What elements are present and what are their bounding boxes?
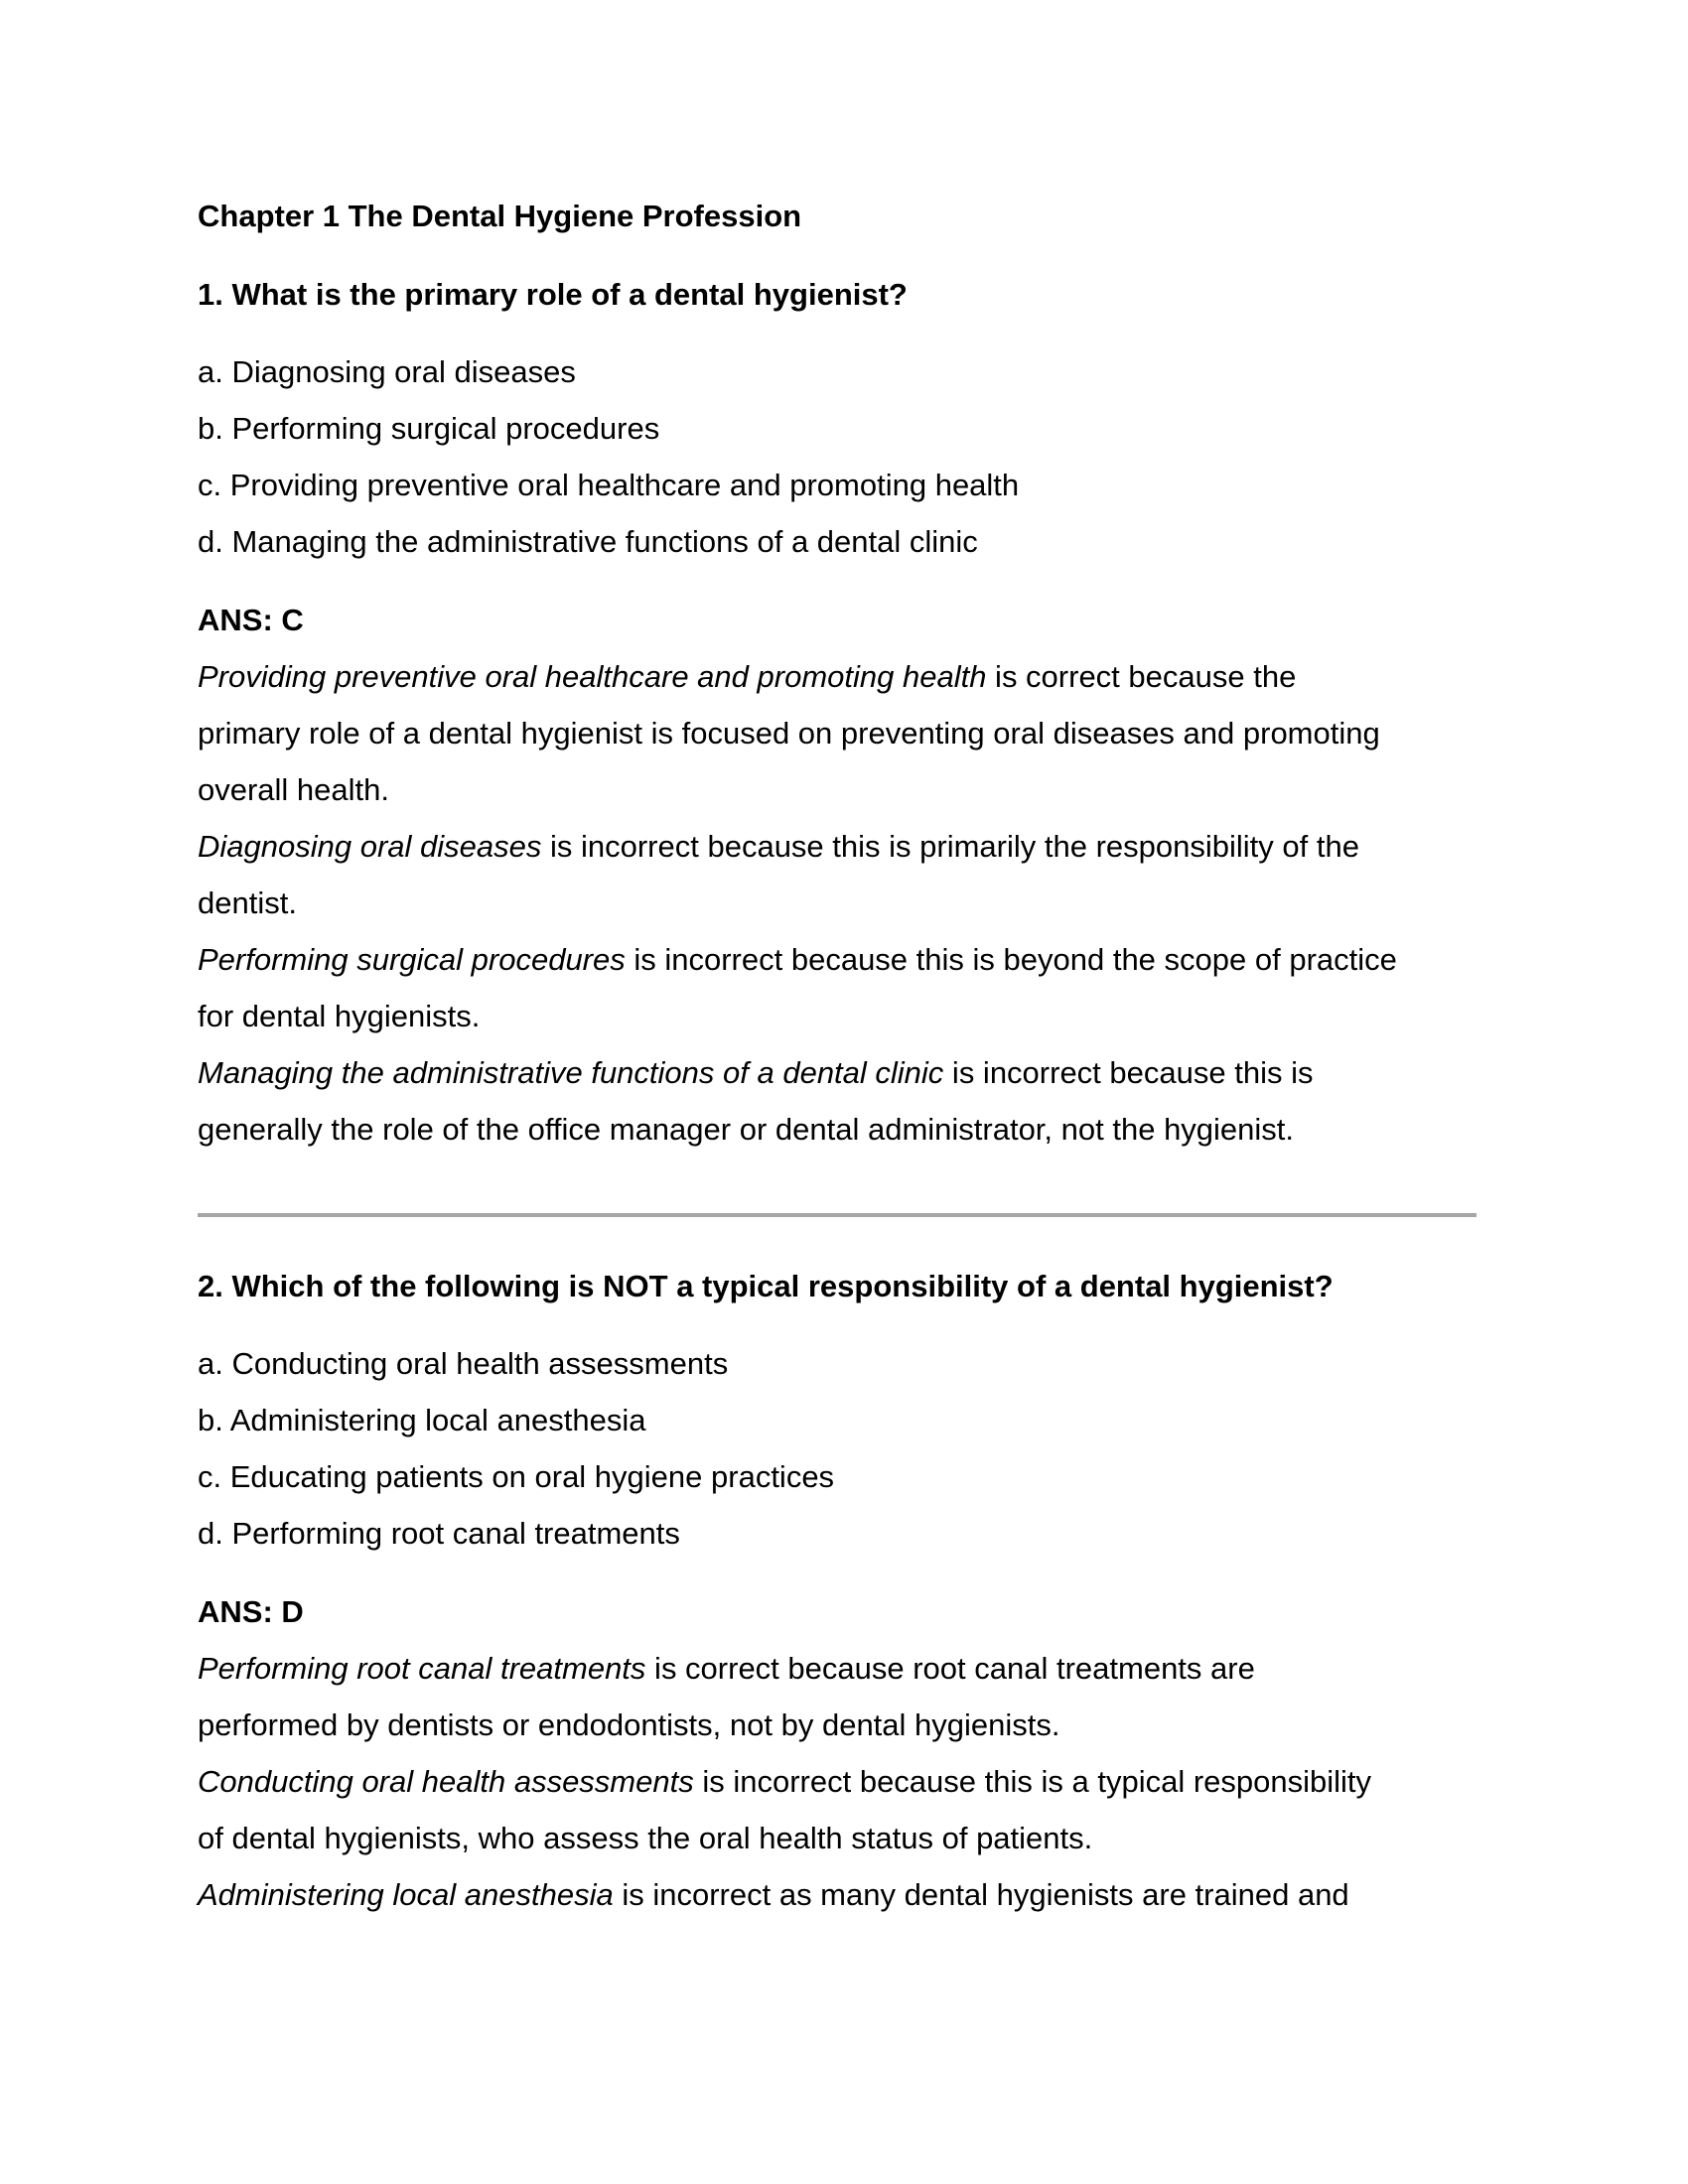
explanation-text: is correct because root canal treatments are [645,1651,1255,1686]
q1-explanation-2 [198,827,1359,867]
q2-explanation-2 [198,1762,1371,1802]
q1-explanation-3 [198,940,1397,980]
q1-explanation-4-cont: generally the role of the office manager or dental administrator, not the hygienist. [198,1112,1295,1147]
section-divider [198,1213,1477,1217]
q2-option-b: b. Administering local anesthesia [198,1403,646,1437]
q2-explanation-1-cont: performed by dentists or endodontists, not by dental hygienists. [198,1707,1060,1742]
explanation-term: Diagnosing oral diseases [198,829,542,864]
q1-explanation-2-cont: dentist. [198,886,297,920]
q1-explanation-1 [198,657,1296,697]
question-2-text: 2. Which of the following is NOT a typical responsibility of a dental hygienist? [198,1269,1334,1303]
explanation-term: Administering local anesthesia [198,1877,614,1912]
q1-explanation-3-cont: for dental hygienists. [198,999,481,1033]
q1-explanation-1-cont: overall health. [198,772,390,807]
q1-option-b: b. Performing surgical procedures [198,411,660,446]
explanation-term: Performing root canal treatments [198,1651,646,1686]
question-1-text: 1. What is the primary role of a dental hygienist? [198,277,908,312]
explanation-text: is incorrect because this is primarily the responsibility of the [541,829,1359,864]
q1-option-a: a. Diagnosing oral diseases [198,354,576,389]
q1-option-c: c. Providing preventive oral healthcare and promoting health [198,468,1020,502]
q1-explanation-4 [198,1053,1313,1093]
explanation-term: Performing surgical procedures [198,942,626,977]
explanation-text: is incorrect as many dental hygienists are trained and [613,1877,1349,1912]
explanation-text: is correct because the [986,659,1297,694]
q2-explanation-3 [198,1875,1349,1915]
q2-option-c: c. Educating patients on oral hygiene practices [198,1459,835,1494]
explanation-term: Providing preventive oral healthcare and promoting health [198,659,987,694]
q2-explanation-1 [198,1649,1255,1689]
q1-option-d: d. Managing the administrative functions of a dental clinic [198,524,978,559]
q1-explanation-1-cont: primary role of a dental hygienist is focused on preventing oral diseases and promoting [198,716,1380,751]
explanation-term: Conducting oral health assessments [198,1764,694,1799]
q2-explanation-2-cont: of dental hygienists, who assess the oral health status of patients. [198,1821,1093,1855]
explanation-text: is incorrect because this is a typical responsibility [693,1764,1372,1799]
explanation-text: is incorrect because this is beyond the scope of practice [625,942,1397,977]
q2-answer: ANS: D [198,1594,304,1629]
q1-answer: ANS: C [198,603,304,637]
explanation-text: is incorrect because this is [943,1055,1314,1090]
chapter-title: Chapter 1 The Dental Hygiene Profession [198,199,802,233]
explanation-term: Managing the administrative functions of a dental clinic [198,1055,944,1090]
q2-option-d: d. Performing root canal treatments [198,1516,680,1551]
q2-option-a: a. Conducting oral health assessments [198,1346,729,1381]
